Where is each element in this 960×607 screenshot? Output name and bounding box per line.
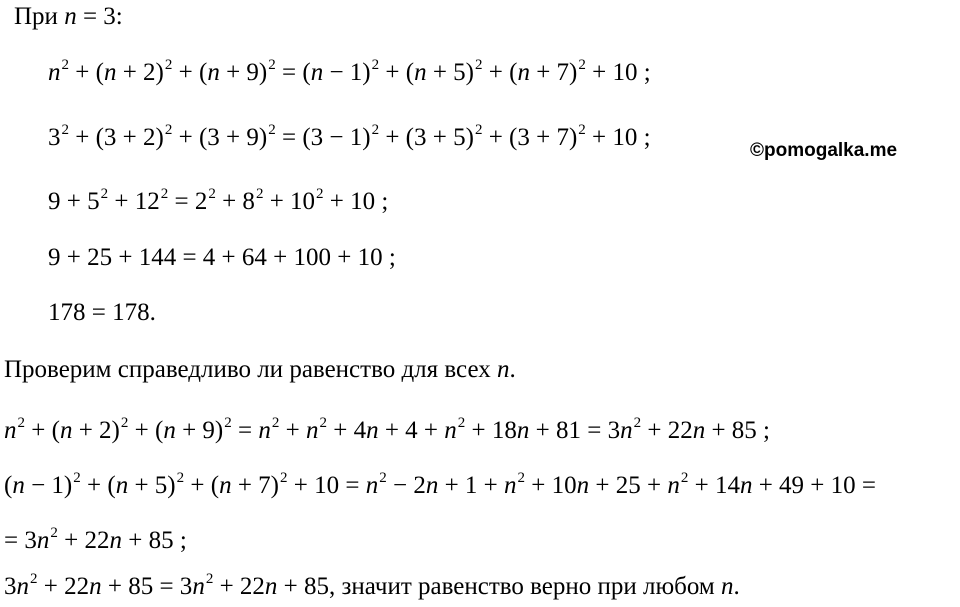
equation-substituted: $3^2 + (3 + 2)^2 + (3 + 9)^2 = (3 - 1)^2 + (3 + 5)^2 + (3 + 7)^2 + 10$ ; (48, 122, 651, 151)
equation-right-result: = $3n^2 + 22n + 85$ ; (4, 525, 187, 554)
equation-squares: $9 + 5^2 + 12^2 = 2^2 + 8^2 + 10^2 + 10$ ; (48, 186, 389, 215)
check-statement: Проверим справедливо ли равенство для всех n. (4, 356, 516, 383)
equation-result: 178 = 178. (48, 299, 156, 326)
conclusion-line: $3n^2 + 22n + 85 = 3n^2 + 22n + 85$, значит равенство верно при любом n. (4, 571, 740, 600)
case-heading: При n = 3: (14, 3, 123, 30)
equation-general: $n^2 + (n + 2)^2 + (n + 9)^2 = (n - 1)^2 + (n + 5)^2 + (n + 7)^2 + 10$ ; (48, 57, 651, 86)
equation-left-expanded: $n^2 + (n + 2)^2 + (n + 9)^2 = n^2 + n^2 + 4n + 4 + n^2 + 18n + 81 = 3n^2 + 22n + 85$ ; (4, 415, 770, 444)
equation-sums: 9 + 25 + 144 = 4 + 64 + 100 + 10 ; (48, 244, 396, 271)
watermark-logo: ©pomogalka.me (750, 140, 898, 161)
equation-right-expanded: $(n - 1)^2 + (n + 5)^2 + (n + 7)^2 + 10 = n^2 - 2n + 1 + n^2 + 10n + 25 + n^2 + 14n + 49 + 10$ = (4, 470, 877, 499)
